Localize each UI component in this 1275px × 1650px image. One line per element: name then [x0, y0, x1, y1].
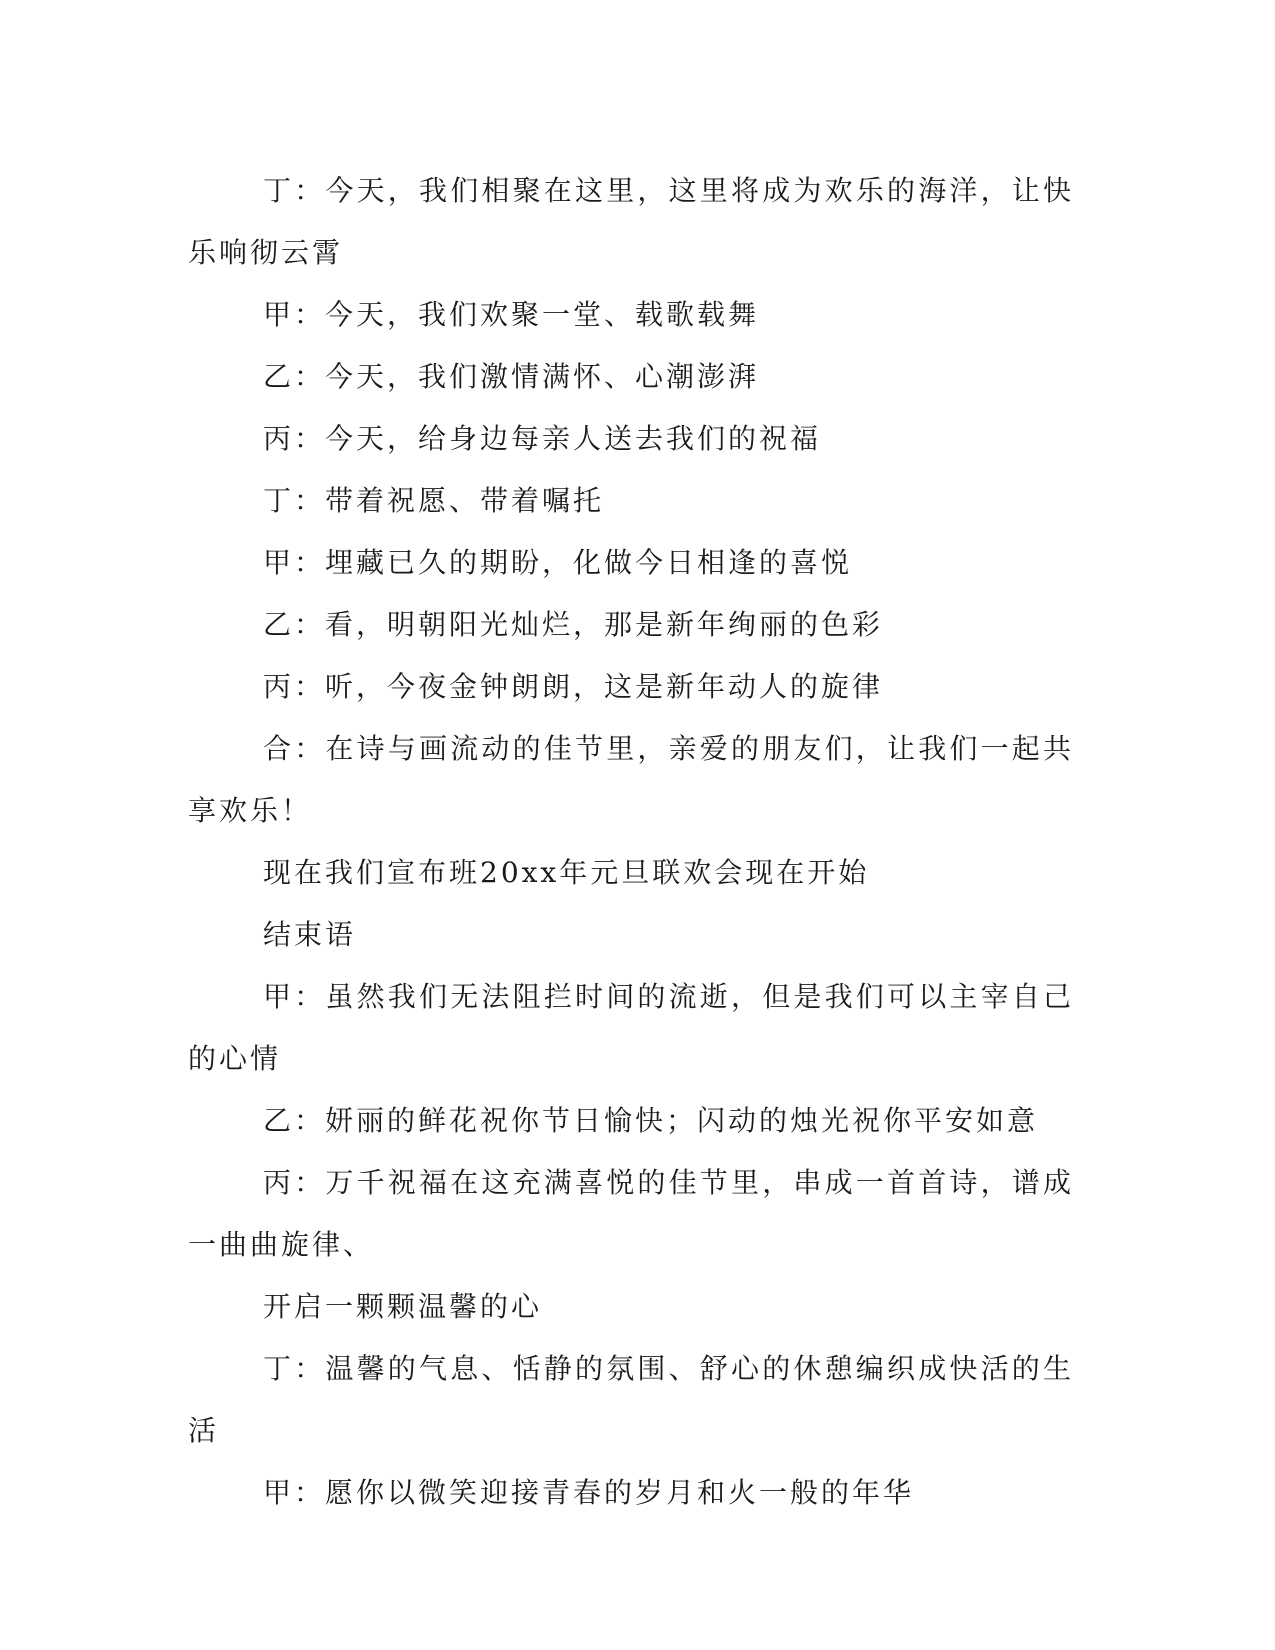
paragraph: 甲：今天，我们欢聚一堂、载歌载舞 — [263, 298, 760, 331]
paragraph: 丙：今天，给身边每亲人送去我们的祝福 — [263, 422, 822, 455]
paragraph: 乙：看，明朝阳光灿烂，那是新年绚丽的色彩 — [263, 608, 884, 641]
paragraph: 合：在诗与画流动的佳节里，亲爱的朋友们，让我们一起共享欢乐！ — [188, 732, 1074, 827]
paragraph: 甲：埋藏已久的期盼，化做今日相逢的喜悦 — [263, 546, 853, 579]
paragraph: 甲：虽然我们无法阻拦时间的流逝，但是我们可以主宰自己的心情 — [188, 980, 1074, 1075]
paragraph: 丁：今天，我们相聚在这里，这里将成为欢乐的海洋，让快乐响彻云霄 — [188, 174, 1074, 269]
paragraph: 甲：愿你以微笑迎接青春的岁月和火一般的年华 — [263, 1476, 915, 1509]
section-heading: 结束语 — [263, 918, 357, 951]
paragraph: 丁：带着祝愿、带着嘱托 — [263, 484, 605, 517]
paragraph: 现在我们宣布班20xx年元旦联欢会现在开始 — [263, 856, 870, 889]
paragraph: 乙：妍丽的鲜花祝你节日愉快；闪动的烛光祝你平安如意 — [263, 1104, 1039, 1137]
paragraph: 丙：万千祝福在这充满喜悦的佳节里，串成一首首诗，谱成一曲曲旋律、 — [188, 1166, 1074, 1261]
paragraph: 丁：温馨的气息、恬静的氛围、舒心的休憩编织成快活的生活 — [188, 1352, 1074, 1447]
paragraph: 丙：听，今夜金钟朗朗，这是新年动人的旋律 — [263, 670, 884, 703]
paragraph: 开启一颗颗温馨的心 — [263, 1290, 543, 1323]
paragraph: 乙：今天，我们激情满怀、心潮澎湃 — [263, 360, 760, 393]
document-body — [188, 160, 1074, 1524]
